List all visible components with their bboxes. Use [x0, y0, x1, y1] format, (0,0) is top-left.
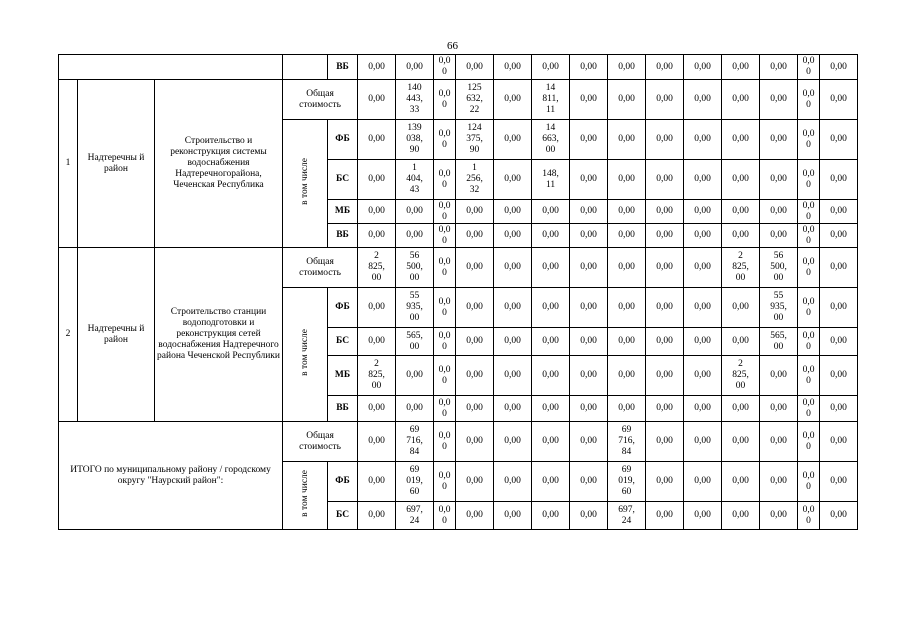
value-cell: 0,00: [494, 288, 532, 328]
value-cell: 0,00: [608, 200, 646, 224]
value-cell: 0,00: [722, 328, 760, 356]
value-cell: 0,0 0: [798, 356, 820, 396]
value-cell: 2 825, 00: [358, 248, 396, 288]
empty-cell: [283, 55, 328, 80]
table-row: [59, 422, 858, 462]
value-cell: 0,00: [820, 462, 858, 502]
fund-label-vb: ВБ: [328, 55, 358, 80]
value-cell: 0,00: [456, 502, 494, 530]
value-cell: 0,00: [608, 224, 646, 248]
value-cell: 1 256, 32: [456, 160, 494, 200]
value-cell: 0,00: [646, 200, 684, 224]
value-cell: 0,00: [820, 328, 858, 356]
value-cell: 697, 24: [608, 502, 646, 530]
value-cell: 0,00: [646, 55, 684, 80]
value-cell: 0,00: [820, 248, 858, 288]
fund-label-bs: БС: [328, 160, 358, 200]
value-cell: 69 019, 60: [608, 462, 646, 502]
including-label: [283, 120, 328, 248]
value-cell: 0,00: [684, 248, 722, 288]
value-cell: 0,0 0: [798, 502, 820, 530]
value-cell: 0,00: [684, 160, 722, 200]
value-cell: 0,00: [494, 356, 532, 396]
fund-label-mb: МБ: [328, 200, 358, 224]
total-label-cell: ИТОГО по муниципальному району / городскому округу "Наурский район":: [59, 422, 283, 530]
value-cell: 0,00: [494, 55, 532, 80]
value-cell: 565, 00: [396, 328, 434, 356]
value-cell: 0,00: [456, 396, 494, 422]
fund-label-mb: МБ: [328, 356, 358, 396]
fund-label-fb: ФБ: [328, 120, 358, 160]
value-cell: 0,0 0: [434, 462, 456, 502]
value-cell: 0,00: [646, 502, 684, 530]
fund-label-fb: ФБ: [328, 462, 358, 502]
value-cell: 0,00: [494, 120, 532, 160]
value-cell: 0,00: [722, 80, 760, 120]
value-cell: 0,0 0: [434, 120, 456, 160]
value-cell: 0,0 0: [434, 55, 456, 80]
value-cell: 0,00: [722, 462, 760, 502]
value-cell: 0,00: [570, 200, 608, 224]
value-cell: 0,00: [820, 55, 858, 80]
value-cell: 0,00: [396, 55, 434, 80]
value-cell: 0,00: [820, 160, 858, 200]
continuation-row: [59, 55, 858, 80]
value-cell: 0,00: [358, 396, 396, 422]
including-text: в том числе: [299, 329, 310, 376]
value-cell: 0,0 0: [434, 224, 456, 248]
fund-label-vb: ВБ: [328, 224, 358, 248]
value-cell: 0,00: [722, 224, 760, 248]
value-cell: 0,00: [722, 55, 760, 80]
value-cell: 0,00: [820, 80, 858, 120]
value-cell: 0,00: [646, 224, 684, 248]
value-cell: 0,0 0: [798, 328, 820, 356]
value-cell: 0,00: [722, 288, 760, 328]
value-cell: 0,00: [722, 502, 760, 530]
value-cell: 0,0 0: [434, 422, 456, 462]
value-cell: 139 038, 90: [396, 120, 434, 160]
value-cell: 0,00: [358, 502, 396, 530]
value-cell: 0,00: [358, 224, 396, 248]
value-cell: 55 935, 00: [760, 288, 798, 328]
row-number: 2: [59, 248, 78, 422]
value-cell: 0,00: [646, 356, 684, 396]
value-cell: 0,0 0: [434, 396, 456, 422]
value-cell: 0,00: [494, 80, 532, 120]
value-cell: 0,00: [608, 356, 646, 396]
total-cost-label: Общая стоимость: [283, 80, 358, 120]
value-cell: 2 825, 00: [358, 356, 396, 396]
value-cell: 0,00: [646, 80, 684, 120]
value-cell: 0,00: [570, 328, 608, 356]
value-cell: 69 716, 84: [396, 422, 434, 462]
value-cell: 0,0 0: [434, 200, 456, 224]
fund-label-bs: БС: [328, 502, 358, 530]
including-text: в том числе: [299, 470, 310, 517]
value-cell: 0,00: [570, 160, 608, 200]
value-cell: 0,00: [722, 422, 760, 462]
value-cell: 0,00: [358, 422, 396, 462]
value-cell: 0,00: [760, 80, 798, 120]
value-cell: 0,0 0: [434, 356, 456, 396]
fund-label-bs: БС: [328, 328, 358, 356]
value-cell: 0,00: [358, 80, 396, 120]
value-cell: 0,00: [760, 356, 798, 396]
value-cell: 0,00: [570, 224, 608, 248]
value-cell: 0,00: [570, 288, 608, 328]
value-cell: 0,00: [494, 328, 532, 356]
value-cell: 55 935, 00: [396, 288, 434, 328]
value-cell: 0,00: [820, 224, 858, 248]
value-cell: 0,00: [722, 160, 760, 200]
value-cell: 0,00: [532, 328, 570, 356]
row-number: 1: [59, 80, 78, 248]
value-cell: 56 500, 00: [396, 248, 434, 288]
value-cell: 2 825, 00: [722, 356, 760, 396]
project-name-cell: Строительство и реконструкция системы водоснабжения Надтеречногорайона, Чеченская Республика: [155, 80, 283, 248]
value-cell: 0,00: [358, 160, 396, 200]
value-cell: 0,00: [820, 120, 858, 160]
value-cell: 0,00: [684, 356, 722, 396]
value-cell: 0,0 0: [798, 80, 820, 120]
value-cell: 0,0 0: [798, 422, 820, 462]
value-cell: 0,00: [684, 224, 722, 248]
value-cell: 0,00: [570, 462, 608, 502]
value-cell: 0,00: [494, 248, 532, 288]
value-cell: 0,0 0: [798, 160, 820, 200]
value-cell: 0,00: [456, 200, 494, 224]
value-cell: 0,0 0: [434, 288, 456, 328]
value-cell: 565, 00: [760, 328, 798, 356]
value-cell: 0,0 0: [798, 120, 820, 160]
value-cell: 0,00: [570, 422, 608, 462]
project-name-cell: Строительство станции водоподготовки и реконструкция сетей водоснабжения Надтеречного района Чеченской Республики: [155, 248, 283, 422]
value-cell: 0,00: [820, 422, 858, 462]
value-cell: 0,00: [684, 200, 722, 224]
value-cell: 0,00: [532, 224, 570, 248]
value-cell: 0,00: [358, 328, 396, 356]
value-cell: 0,0 0: [798, 462, 820, 502]
value-cell: 0,00: [532, 356, 570, 396]
value-cell: 14 663, 00: [532, 120, 570, 160]
value-cell: 0,00: [760, 396, 798, 422]
value-cell: 0,00: [684, 328, 722, 356]
value-cell: 0,00: [646, 160, 684, 200]
value-cell: 0,0 0: [798, 200, 820, 224]
value-cell: 0,00: [760, 200, 798, 224]
value-cell: 0,00: [396, 356, 434, 396]
value-cell: 0,00: [608, 80, 646, 120]
value-cell: 0,0 0: [434, 248, 456, 288]
value-cell: 0,00: [684, 288, 722, 328]
value-cell: 0,00: [532, 200, 570, 224]
value-cell: 0,00: [820, 356, 858, 396]
value-cell: 0,00: [722, 396, 760, 422]
value-cell: 0,00: [820, 396, 858, 422]
value-cell: 0,00: [494, 160, 532, 200]
value-cell: 0,00: [608, 288, 646, 328]
value-cell: 125 632, 22: [456, 80, 494, 120]
including-text: в том числе: [299, 158, 310, 205]
value-cell: 0,00: [684, 422, 722, 462]
value-cell: 0,0 0: [434, 502, 456, 530]
financing-table: [58, 54, 858, 530]
value-cell: 1 404, 43: [396, 160, 434, 200]
value-cell: 0,00: [684, 55, 722, 80]
value-cell: 0,00: [456, 248, 494, 288]
value-cell: 0,00: [456, 356, 494, 396]
value-cell: 0,00: [532, 55, 570, 80]
value-cell: 0,0 0: [798, 288, 820, 328]
value-cell: 0,00: [570, 356, 608, 396]
value-cell: 0,00: [608, 396, 646, 422]
value-cell: 0,00: [358, 55, 396, 80]
value-cell: 0,00: [494, 224, 532, 248]
value-cell: 0,00: [646, 120, 684, 160]
value-cell: 0,00: [570, 502, 608, 530]
value-cell: 0,00: [760, 55, 798, 80]
value-cell: 0,00: [760, 422, 798, 462]
table-row: [59, 248, 858, 288]
value-cell: 697, 24: [396, 502, 434, 530]
fund-label-vb: ВБ: [328, 396, 358, 422]
value-cell: 0,00: [684, 462, 722, 502]
value-cell: 0,00: [532, 288, 570, 328]
value-cell: 0,00: [494, 502, 532, 530]
value-cell: 0,00: [646, 462, 684, 502]
value-cell: 0,00: [820, 502, 858, 530]
value-cell: 0,00: [722, 120, 760, 160]
table-row: [59, 80, 858, 120]
value-cell: 0,0 0: [798, 396, 820, 422]
value-cell: 124 375, 90: [456, 120, 494, 160]
value-cell: 0,00: [684, 502, 722, 530]
value-cell: 0,00: [358, 288, 396, 328]
including-label: [283, 288, 328, 422]
value-cell: 0,00: [608, 160, 646, 200]
including-label: [283, 462, 328, 530]
total-cost-label: Общая стоимость: [283, 248, 358, 288]
value-cell: 0,00: [358, 462, 396, 502]
value-cell: 0,00: [532, 462, 570, 502]
value-cell: 0,00: [684, 396, 722, 422]
value-cell: 0,00: [760, 120, 798, 160]
value-cell: 69 716, 84: [608, 422, 646, 462]
value-cell: 0,00: [608, 55, 646, 80]
value-cell: 0,00: [570, 396, 608, 422]
value-cell: 0,00: [532, 248, 570, 288]
value-cell: 0,00: [722, 200, 760, 224]
value-cell: 0,00: [684, 120, 722, 160]
value-cell: 0,00: [608, 120, 646, 160]
value-cell: 0,00: [494, 422, 532, 462]
value-cell: 0,00: [760, 502, 798, 530]
value-cell: 0,0 0: [798, 55, 820, 80]
value-cell: 0,00: [646, 328, 684, 356]
value-cell: 0,00: [494, 200, 532, 224]
value-cell: 0,00: [456, 224, 494, 248]
value-cell: 0,00: [532, 422, 570, 462]
value-cell: 0,00: [456, 422, 494, 462]
value-cell: 0,00: [396, 224, 434, 248]
district-cell: Надтеречны й район: [78, 80, 155, 248]
value-cell: 0,00: [646, 396, 684, 422]
value-cell: 140 443, 33: [396, 80, 434, 120]
value-cell: 0,00: [456, 55, 494, 80]
value-cell: 0,0 0: [798, 248, 820, 288]
value-cell: 0,00: [456, 328, 494, 356]
value-cell: 0,00: [494, 462, 532, 502]
value-cell: 0,00: [532, 396, 570, 422]
value-cell: 0,00: [570, 55, 608, 80]
value-cell: 2 825, 00: [722, 248, 760, 288]
value-cell: 0,00: [396, 200, 434, 224]
value-cell: 148, 11: [532, 160, 570, 200]
value-cell: 0,00: [570, 80, 608, 120]
value-cell: 0,00: [820, 200, 858, 224]
value-cell: 0,00: [684, 80, 722, 120]
value-cell: 14 811, 11: [532, 80, 570, 120]
value-cell: 0,00: [646, 288, 684, 328]
value-cell: 0,0 0: [434, 328, 456, 356]
value-cell: 0,00: [456, 462, 494, 502]
value-cell: 0,00: [760, 160, 798, 200]
value-cell: 0,00: [570, 248, 608, 288]
empty-cell: [59, 55, 283, 80]
value-cell: 0,00: [570, 120, 608, 160]
value-cell: 0,00: [646, 422, 684, 462]
total-cost-label: Общая стоимость: [283, 422, 358, 462]
value-cell: 0,00: [456, 288, 494, 328]
value-cell: 0,0 0: [798, 224, 820, 248]
value-cell: 0,00: [532, 502, 570, 530]
value-cell: 0,0 0: [434, 160, 456, 200]
value-cell: 0,0 0: [434, 80, 456, 120]
value-cell: 0,00: [760, 224, 798, 248]
district-cell: Надтеречны й район: [78, 248, 155, 422]
fund-label-fb: ФБ: [328, 288, 358, 328]
value-cell: 0,00: [820, 288, 858, 328]
value-cell: 0,00: [396, 396, 434, 422]
value-cell: 0,00: [608, 328, 646, 356]
value-cell: 0,00: [494, 396, 532, 422]
value-cell: 0,00: [646, 248, 684, 288]
page-number: 66: [447, 40, 458, 52]
value-cell: 69 019, 60: [396, 462, 434, 502]
value-cell: 56 500, 00: [760, 248, 798, 288]
value-cell: 0,00: [358, 120, 396, 160]
value-cell: 0,00: [358, 200, 396, 224]
value-cell: 0,00: [760, 462, 798, 502]
value-cell: 0,00: [608, 248, 646, 288]
